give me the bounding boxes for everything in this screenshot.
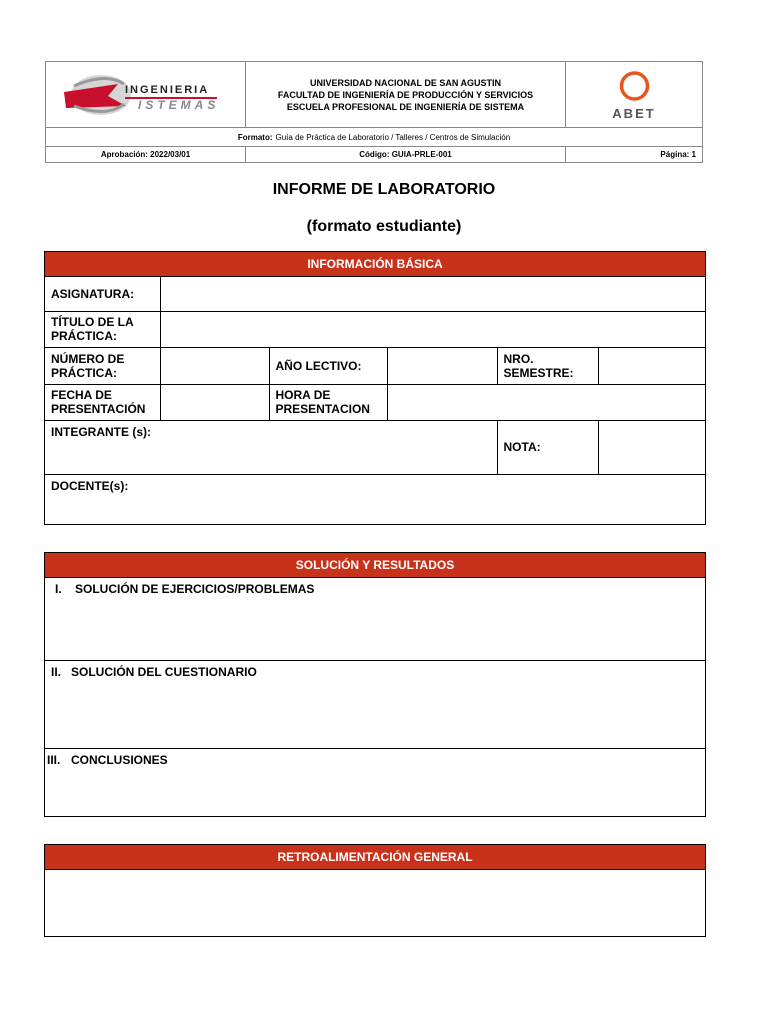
solution-item-number: III. <box>47 753 61 767</box>
members-label: INTEGRANTE (s): <box>45 420 497 474</box>
solution-item-number: II. <box>51 665 62 679</box>
solution-item-label: CONCLUSIONES <box>71 753 168 767</box>
school-year-label: AÑO LECTIVO: <box>269 347 387 384</box>
solution-item-label: SOLUCIÓN DE EJERCICIOS/PROBLEMAS <box>75 582 315 596</box>
solution-item-exercises[interactable] <box>45 578 705 661</box>
document-header <box>45 61 703 163</box>
institution-block <box>246 62 566 127</box>
basic-info-section <box>44 251 706 525</box>
solution-heading: SOLUCIÓN Y RESULTADOS <box>45 553 705 578</box>
format-row <box>46 128 702 147</box>
practice-number-label: NÚMERO DE PRÁCTICA: <box>45 347 160 384</box>
solution-item-questionnaire[interactable] <box>45 661 705 749</box>
grade-label: NOTA: <box>497 420 598 474</box>
feedback-field[interactable] <box>45 870 705 936</box>
practice-title-label: TÍTULO DE LA PRÁCTICA: <box>45 311 160 347</box>
format-value: Guía de Práctica de Laboratorio / Talleres / Centros de Simulación <box>275 132 511 142</box>
presentation-date-label: FECHA DE PRESENTACIÓN <box>45 384 160 420</box>
school-year-field[interactable] <box>387 347 497 384</box>
practice-title-field[interactable] <box>160 311 705 347</box>
grade-field[interactable] <box>598 420 705 474</box>
abet-logo <box>566 62 702 127</box>
semester-field[interactable] <box>598 347 705 384</box>
presentation-time-field[interactable] <box>387 384 705 420</box>
page-title: INFORME DE LABORATORIO <box>272 181 496 198</box>
subject-field[interactable] <box>160 277 705 311</box>
solution-item-number: I. <box>55 582 62 596</box>
abet-label: ABET <box>612 106 656 121</box>
feedback-section <box>44 844 706 937</box>
solution-section <box>44 552 706 817</box>
logo-text-ingenieria: INGENIERIA <box>125 84 210 96</box>
faculty-name: FACULTAD DE INGENIERÍA DE PRODUCCIÓN Y SERVICIOS <box>277 89 534 100</box>
subject-label: ASIGNATURA: <box>45 277 160 311</box>
university-name: UNIVERSIDAD NACIONAL DE SAN AGUSTIN <box>309 77 501 88</box>
faculty-logo <box>46 62 246 127</box>
presentation-date-field[interactable] <box>160 384 269 420</box>
practice-number-field[interactable] <box>160 347 269 384</box>
presentation-time-label: HORA DE PRESENTACION <box>269 384 387 420</box>
solution-item-label: SOLUCIÓN DEL CUESTIONARIO <box>71 665 257 679</box>
page-number: Página: 1 <box>660 150 696 159</box>
approval-date: Aprobación: 2022/03/01 <box>46 147 246 162</box>
school-name: ESCUELA PROFESIONAL DE INGENIERÍA DE SISTEMA <box>286 101 525 112</box>
basic-info-heading: INFORMACIÓN BÁSICA <box>45 252 705 277</box>
feedback-heading: RETROALIMENTACIÓN GENERAL <box>45 845 705 870</box>
solution-item-conclusions[interactable] <box>45 749 705 816</box>
logo-text-sistemas: ISTEMAS <box>138 98 220 112</box>
format-label: Formato: <box>237 132 273 142</box>
semester-label: NRO. SEMESTRE: <box>497 347 598 384</box>
teachers-label: DOCENTE(s): <box>45 474 705 524</box>
meta-row <box>46 147 702 162</box>
document-code: Código: GUIA-PRLE-001 <box>246 147 566 162</box>
basic-info-table <box>45 277 705 524</box>
page-subtitle: (formato estudiante) <box>306 218 462 235</box>
